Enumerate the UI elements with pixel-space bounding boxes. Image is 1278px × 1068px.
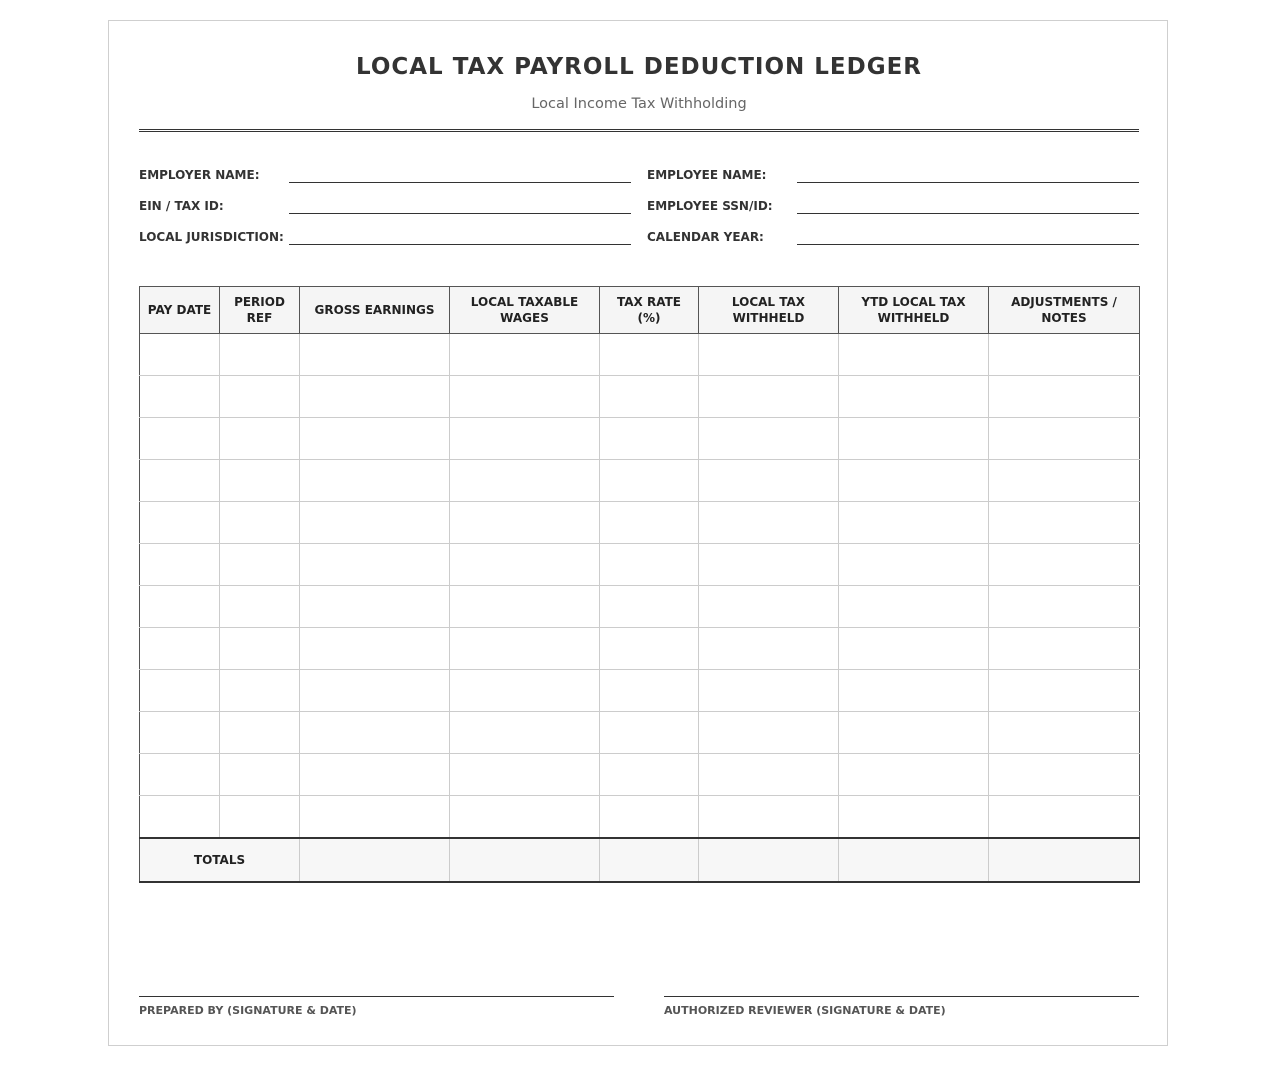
authorized-reviewer-signature-line[interactable]	[664, 996, 1139, 997]
cell-adjustments-notes[interactable]	[989, 502, 1140, 544]
cell-pay-date[interactable]	[140, 502, 220, 544]
cell-pay-date[interactable]	[140, 796, 220, 838]
totals-adjustments-notes[interactable]	[989, 838, 1140, 882]
ein-tax-id-label: EIN / TAX ID:	[139, 199, 224, 213]
cell-local-taxable-wages[interactable]	[450, 418, 600, 460]
cell-tax-rate[interactable]	[600, 796, 699, 838]
cell-local-tax-withheld[interactable]	[699, 670, 839, 712]
document-subtitle: Local Income Tax Withholding	[531, 96, 747, 112]
cell-local-tax-withheld[interactable]	[699, 460, 839, 502]
local-jurisdiction-label: LOCAL JURISDICTION:	[139, 230, 284, 244]
cell-local-taxable-wages[interactable]	[450, 376, 600, 418]
table-row	[140, 712, 1140, 754]
cell-gross-earnings[interactable]	[300, 376, 450, 418]
cell-local-taxable-wages[interactable]	[450, 712, 600, 754]
cell-ytd-local-tax-withheld[interactable]	[839, 376, 989, 418]
cell-ytd-local-tax-withheld[interactable]	[839, 460, 989, 502]
cell-adjustments-notes[interactable]	[989, 460, 1140, 502]
cell-tax-rate[interactable]	[600, 712, 699, 754]
totals-tax-rate[interactable]	[600, 838, 699, 882]
cell-adjustments-notes[interactable]	[989, 670, 1140, 712]
employee-ssn-field[interactable]	[797, 213, 1139, 214]
cell-ytd-local-tax-withheld[interactable]	[839, 418, 989, 460]
cell-gross-earnings[interactable]	[300, 712, 450, 754]
totals-gross-earnings[interactable]	[300, 838, 450, 882]
cell-adjustments-notes[interactable]	[989, 334, 1140, 376]
cell-period-ref[interactable]	[220, 418, 300, 460]
employer-name-field[interactable]	[289, 182, 631, 183]
cell-pay-date[interactable]	[140, 334, 220, 376]
cell-period-ref[interactable]	[220, 544, 300, 586]
cell-adjustments-notes[interactable]	[989, 544, 1140, 586]
cell-tax-rate[interactable]	[600, 418, 699, 460]
cell-tax-rate[interactable]	[600, 586, 699, 628]
cell-local-tax-withheld[interactable]	[699, 502, 839, 544]
cell-adjustments-notes[interactable]	[989, 418, 1140, 460]
employer-name-label: EMPLOYER NAME:	[139, 168, 260, 182]
cell-tax-rate[interactable]	[600, 334, 699, 376]
cell-local-tax-withheld[interactable]	[699, 712, 839, 754]
ledger-sheet	[108, 20, 1168, 1046]
cell-gross-earnings[interactable]	[300, 334, 450, 376]
table-header-row	[140, 287, 1140, 334]
cell-adjustments-notes[interactable]	[989, 586, 1140, 628]
cell-adjustments-notes[interactable]	[989, 712, 1140, 754]
cell-local-taxable-wages[interactable]	[450, 670, 600, 712]
cell-local-tax-withheld[interactable]	[699, 418, 839, 460]
cell-ytd-local-tax-withheld[interactable]	[839, 628, 989, 670]
ledger-table	[139, 286, 1140, 883]
cell-period-ref[interactable]	[220, 670, 300, 712]
cell-adjustments-notes[interactable]	[989, 754, 1140, 796]
cell-period-ref[interactable]	[220, 502, 300, 544]
cell-pay-date[interactable]	[140, 712, 220, 754]
calendar-year-label: CALENDAR YEAR:	[647, 230, 764, 244]
cell-gross-earnings[interactable]	[300, 628, 450, 670]
cell-local-tax-withheld[interactable]	[699, 334, 839, 376]
cell-adjustments-notes[interactable]	[989, 796, 1140, 838]
cell-local-taxable-wages[interactable]	[450, 334, 600, 376]
table-row	[140, 628, 1140, 670]
table-row	[140, 796, 1140, 838]
cell-ytd-local-tax-withheld[interactable]	[839, 754, 989, 796]
cell-gross-earnings[interactable]	[300, 544, 450, 586]
cell-ytd-local-tax-withheld[interactable]	[839, 670, 989, 712]
cell-gross-earnings[interactable]	[300, 502, 450, 544]
cell-local-taxable-wages[interactable]	[450, 796, 600, 838]
table-row	[140, 586, 1140, 628]
column-header-pay-date: PAY DATE	[140, 287, 220, 334]
cell-pay-date[interactable]	[140, 754, 220, 796]
cell-tax-rate[interactable]	[600, 670, 699, 712]
employee-name-label: EMPLOYEE NAME:	[647, 168, 767, 182]
cell-period-ref[interactable]	[220, 796, 300, 838]
cell-ytd-local-tax-withheld[interactable]	[839, 544, 989, 586]
table-row	[140, 502, 1140, 544]
cell-local-taxable-wages[interactable]	[450, 544, 600, 586]
prepared-by-label: PREPARED BY (SIGNATURE & DATE)	[139, 1004, 357, 1017]
cell-tax-rate[interactable]	[600, 628, 699, 670]
cell-pay-date[interactable]	[140, 376, 220, 418]
cell-adjustments-notes[interactable]	[989, 628, 1140, 670]
cell-ytd-local-tax-withheld[interactable]	[839, 586, 989, 628]
cell-pay-date[interactable]	[140, 544, 220, 586]
cell-ytd-local-tax-withheld[interactable]	[839, 712, 989, 754]
totals-ytd-local-tax-withheld[interactable]	[839, 838, 989, 882]
table-row	[140, 544, 1140, 586]
table-row	[140, 334, 1140, 376]
totals-label: TOTALS	[140, 838, 300, 882]
column-header-local-tax-withheld: LOCAL TAX WITHHELD	[699, 287, 839, 334]
cell-pay-date[interactable]	[140, 418, 220, 460]
prepared-by-signature-line[interactable]	[139, 996, 614, 997]
employee-name-field[interactable]	[797, 182, 1139, 183]
cell-gross-earnings[interactable]	[300, 586, 450, 628]
column-header-adjustments-notes: ADJUSTMENTS / NOTES	[989, 287, 1140, 334]
cell-period-ref[interactable]	[220, 586, 300, 628]
cell-local-tax-withheld[interactable]	[699, 376, 839, 418]
cell-gross-earnings[interactable]	[300, 460, 450, 502]
cell-period-ref[interactable]	[220, 334, 300, 376]
cell-pay-date[interactable]	[140, 586, 220, 628]
cell-local-tax-withheld[interactable]	[699, 586, 839, 628]
cell-pay-date[interactable]	[140, 670, 220, 712]
totals-row	[140, 838, 1140, 882]
cell-period-ref[interactable]	[220, 628, 300, 670]
table-row	[140, 418, 1140, 460]
authorized-reviewer-label: AUTHORIZED REVIEWER (SIGNATURE & DATE)	[664, 1004, 946, 1017]
cell-adjustments-notes[interactable]	[989, 376, 1140, 418]
cell-gross-earnings[interactable]	[300, 754, 450, 796]
cell-pay-date[interactable]	[140, 628, 220, 670]
cell-tax-rate[interactable]	[600, 754, 699, 796]
cell-local-taxable-wages[interactable]	[450, 754, 600, 796]
cell-local-tax-withheld[interactable]	[699, 754, 839, 796]
cell-tax-rate[interactable]	[600, 460, 699, 502]
column-header-gross-earnings: GROSS EARNINGS	[300, 287, 450, 334]
cell-local-taxable-wages[interactable]	[450, 460, 600, 502]
totals-local-tax-withheld[interactable]	[699, 838, 839, 882]
cell-ytd-local-tax-withheld[interactable]	[839, 796, 989, 838]
cell-period-ref[interactable]	[220, 754, 300, 796]
cell-local-tax-withheld[interactable]	[699, 544, 839, 586]
cell-period-ref[interactable]	[220, 376, 300, 418]
cell-period-ref[interactable]	[220, 712, 300, 754]
column-header-ytd-local-tax-withheld: YTD LOCAL TAX WITHHELD	[839, 287, 989, 334]
cell-ytd-local-tax-withheld[interactable]	[839, 334, 989, 376]
column-header-tax-rate: TAX RATE (%)	[600, 287, 699, 334]
table-row	[140, 754, 1140, 796]
table-row	[140, 376, 1140, 418]
calendar-year-field[interactable]	[797, 244, 1139, 245]
cell-gross-earnings[interactable]	[300, 796, 450, 838]
cell-gross-earnings[interactable]	[300, 418, 450, 460]
cell-local-taxable-wages[interactable]	[450, 586, 600, 628]
cell-local-tax-withheld[interactable]	[699, 628, 839, 670]
cell-period-ref[interactable]	[220, 460, 300, 502]
ein-tax-id-field[interactable]	[289, 213, 631, 214]
cell-ytd-local-tax-withheld[interactable]	[839, 502, 989, 544]
cell-local-tax-withheld[interactable]	[699, 796, 839, 838]
cell-pay-date[interactable]	[140, 460, 220, 502]
document-title: LOCAL TAX PAYROLL DEDUCTION LEDGER	[355, 54, 923, 80]
cell-tax-rate[interactable]	[600, 502, 699, 544]
totals-local-taxable-wages[interactable]	[450, 838, 600, 882]
employee-ssn-label: EMPLOYEE SSN/ID:	[647, 199, 773, 213]
local-jurisdiction-field[interactable]	[289, 244, 631, 245]
column-header-period-ref: PERIOD REF	[220, 287, 300, 334]
header-double-rule	[139, 129, 1139, 132]
cell-tax-rate[interactable]	[600, 376, 699, 418]
table-row	[140, 670, 1140, 712]
cell-gross-earnings[interactable]	[300, 670, 450, 712]
cell-local-taxable-wages[interactable]	[450, 502, 600, 544]
column-header-local-taxable-wages: LOCAL TAXABLE WAGES	[450, 287, 600, 334]
cell-tax-rate[interactable]	[600, 544, 699, 586]
cell-local-taxable-wages[interactable]	[450, 628, 600, 670]
table-row	[140, 460, 1140, 502]
